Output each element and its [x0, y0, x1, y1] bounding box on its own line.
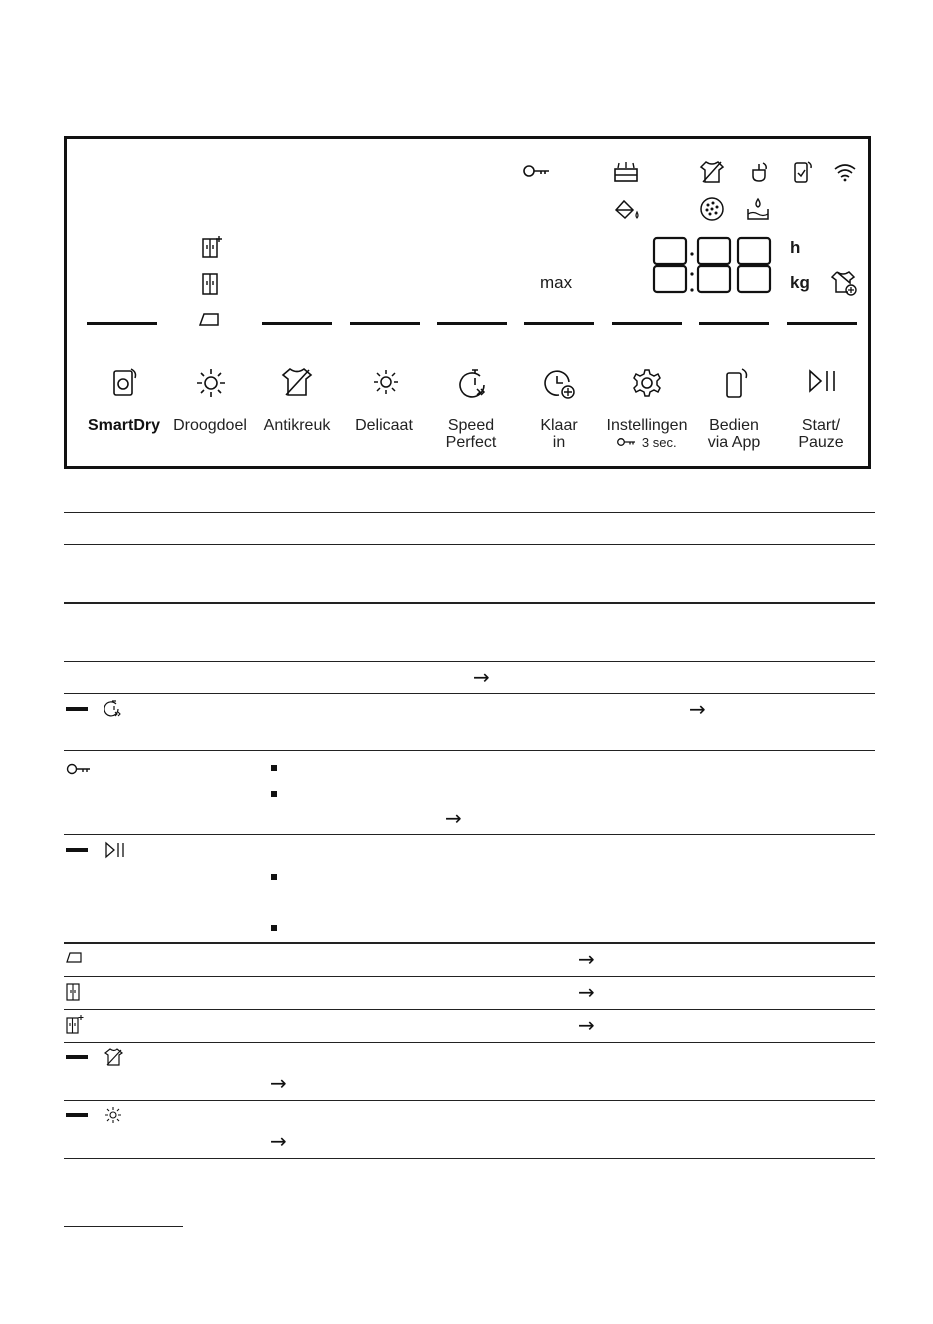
table-rule: [64, 544, 875, 545]
hours-unit: h: [790, 238, 801, 257]
bedien-via-app-label[interactable]: Bedien via App: [707, 417, 761, 451]
table-rule: [64, 976, 875, 977]
bullet: [271, 765, 277, 771]
segment-bar: [437, 322, 507, 325]
max-load-indicator: max: [540, 273, 573, 292]
bullet: [271, 925, 277, 931]
table-rule: [64, 834, 875, 835]
arrow-ref: →: [270, 1071, 287, 1095]
cupboard-dry-icon: [66, 983, 82, 1006]
segment-bar: [787, 322, 857, 325]
iron-dry-icon: [66, 951, 84, 970]
table-rule: [64, 512, 875, 513]
phone-app-icon[interactable]: [723, 367, 751, 404]
footnote-separator: [64, 1226, 183, 1227]
cupboard-dry-icon: [201, 272, 221, 296]
extra-dry-cupboard-icon: [66, 1015, 84, 1039]
smartdry-icon[interactable]: [111, 367, 139, 404]
time-display: [652, 236, 774, 296]
anti-crease-shirt-icon[interactable]: [281, 367, 313, 402]
table-header-rule: [64, 602, 875, 604]
segment-bar: [524, 322, 594, 325]
phone-connected-icon: [793, 160, 813, 184]
child-lock-key-icon: [66, 762, 92, 780]
start-pause-icon[interactable]: [807, 367, 839, 400]
start-pause-icon: [104, 841, 126, 864]
arrow-ref: →: [473, 665, 490, 689]
arrow-ref: →: [578, 980, 595, 1004]
droogdoel-label[interactable]: Droogdoel: [173, 417, 247, 434]
kg-unit: kg: [790, 273, 810, 292]
bullet: [271, 874, 277, 880]
anti-crease-status-icon: [699, 160, 725, 184]
arrow-ref: →: [445, 806, 462, 830]
arrow-ref: →: [270, 1129, 287, 1153]
segment-dash-icon: [66, 1113, 88, 1117]
arrow-ref: →: [578, 1013, 595, 1037]
segment-bar: [612, 322, 682, 325]
table-rule: [64, 750, 875, 751]
delicaat-label[interactable]: Delicaat: [355, 417, 413, 434]
speed-perfect-timer-icon[interactable]: [457, 367, 491, 406]
extra-dry-cupboard-icon: [201, 235, 223, 259]
speed-perfect-label[interactable]: Speed Perfect: [445, 417, 497, 451]
control-panel: [64, 136, 871, 469]
table-rule: [64, 942, 875, 944]
start-pauze-label[interactable]: Start/ Pauze: [798, 417, 844, 451]
table-rule: [64, 693, 875, 694]
table-rule: [64, 1158, 875, 1159]
arrow-ref: →: [578, 947, 595, 971]
segment-dash-icon: [66, 1055, 88, 1059]
segment-bar: [87, 322, 157, 325]
condenser-clean-icon: [613, 161, 639, 183]
wifi-icon: [833, 162, 857, 182]
table-rule: [64, 1100, 875, 1101]
table-rule: [64, 1009, 875, 1010]
segment-dash-icon: [66, 707, 88, 711]
table-rule: [64, 661, 875, 662]
fill-water-container-icon: [613, 198, 641, 222]
gear-icon[interactable]: [631, 367, 663, 404]
child-lock-key-icon: [523, 164, 551, 178]
delicate-sun-icon[interactable]: [372, 367, 400, 402]
water-drain-icon: [745, 196, 771, 222]
remote-start-hand-icon: [749, 161, 771, 183]
speed-perfect-timer-icon: [104, 699, 122, 724]
segment-bar: [350, 322, 420, 325]
arrow-ref: →: [689, 697, 706, 721]
key-small-icon: [617, 434, 637, 451]
smartdry-label[interactable]: SmartDry: [87, 417, 161, 434]
sun-icon[interactable]: [195, 367, 227, 404]
segment-bar: [262, 322, 332, 325]
bullet: [271, 791, 277, 797]
antikreuk-label[interactable]: Antikreuk: [263, 417, 331, 434]
fluff-filter-icon: [699, 196, 725, 222]
klaar-in-label[interactable]: Klaar in: [540, 417, 578, 451]
instellingen-label[interactable]: Instellingen 3 sec.: [606, 417, 688, 450]
iron-dry-icon: [198, 311, 222, 329]
segment-dash-icon: [66, 848, 88, 852]
anti-crease-shirt-icon: [104, 1048, 124, 1071]
segment-bar: [699, 322, 769, 325]
delicate-sun-icon: [104, 1106, 122, 1129]
finish-in-clock-icon[interactable]: [543, 367, 577, 406]
add-laundry-icon: [831, 270, 859, 296]
table-rule: [64, 1042, 875, 1043]
